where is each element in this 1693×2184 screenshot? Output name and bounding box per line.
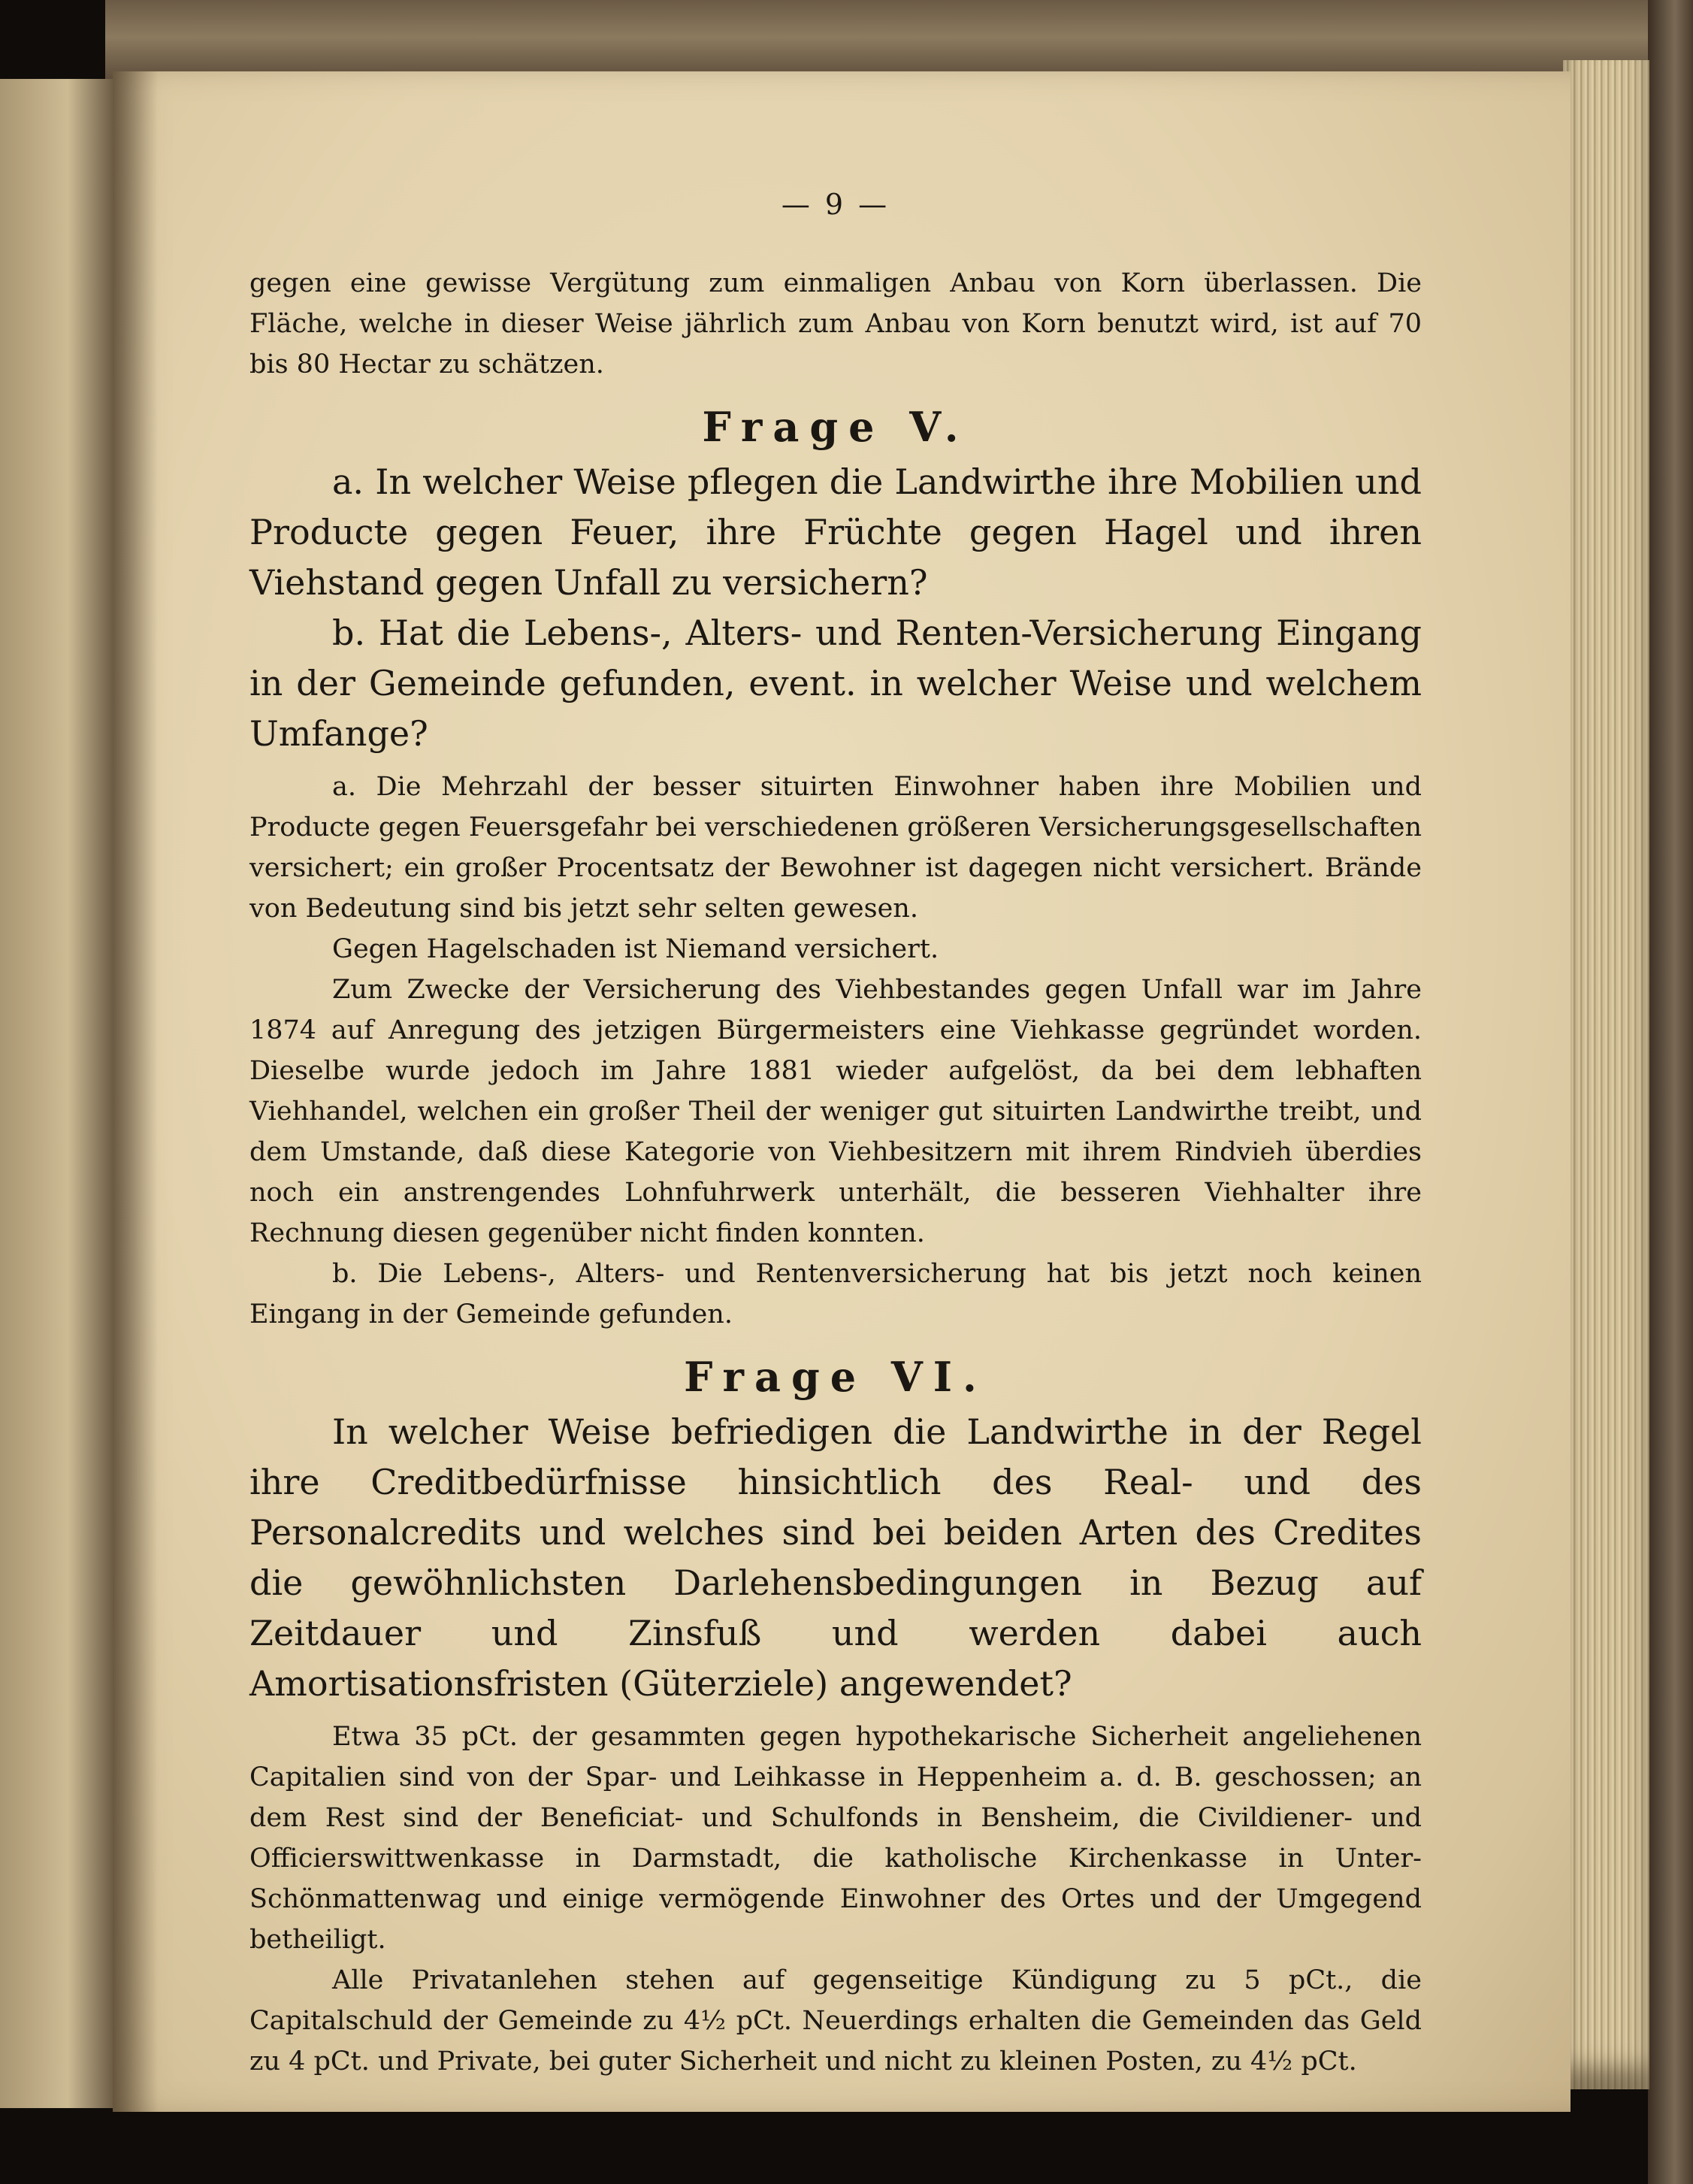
gutter-shadow — [113, 71, 158, 2112]
frage-v-answer-a-2: Gegen Hagelschaden ist Niemand versichert. — [332, 934, 939, 964]
frage-v-answer-a-1: a. Die Mehrzahl der besser situirten Einwohner haben ihre Mobilien und Producte gegen Feuersgefahr bei verschiedenen größeren Versicherungsgesellschaften versichert; ein großer Procentsatz der Bewohner ist dagegen nicht versichert. Brände von Bedeutung sind bis jetzt sehr selten gewesen. — [249, 772, 1422, 924]
book-cover-top — [105, 0, 1693, 83]
page-text — [249, 173, 1422, 2082]
frage-v-heading: Frage V. — [702, 403, 969, 451]
frage-vi-answer-2: Alle Privatanlehen stehen auf gegenseitige Kündigung zu 5 pCt., die Capitalschuld der Gemeinde zu 4½ pCt. Neuerdings erhalten die Gemeinden das Geld zu 4 pCt. und Private, bei guter Sicherheit und nicht zu kleinen Posten, zu 4½ pCt. — [249, 1965, 1422, 2077]
facing-page-edge — [0, 79, 113, 2108]
book-cover-right — [1648, 0, 1693, 2184]
frage-v-answer-a-3: Zum Zwecke der Versicherung des Viehbestandes gegen Unfall war im Jahre 1874 auf Anregung des jetzigen Bürgermeisters eine Viehkasse gegründet worden. Dieselbe wurde jedoch im Jahre 1881 wieder aufgelöst, da bei dem lebhaften Viehhandel, welchen ein großer Theil der weniger gut situirten Landwirthe treibt, und dem Umstande, daß diese Kategorie von Viehbesitzern mit ihrem Rindvieh überdies noch ein anstrengendes Lohnfuhrwerk unterhält, die besseren Viehhalter ihre Rechnung diesen gegenüber nicht finden konnten. — [249, 975, 1422, 1248]
intro-paragraph: gegen eine gewisse Vergütung zum einmaligen Anbau von Korn überlassen. Die Fläche, welche in dieser Weise jährlich zum Anbau von Korn benutzt wird, ist auf 70 bis 80 Hectar zu schätzen. — [249, 268, 1422, 380]
frage-v-answer-b: b. Die Lebens-, Alters- und Rentenversicherung hat bis jetzt noch keinen Eingang in der Gemeinde gefunden. — [249, 1259, 1422, 1329]
frage-v-question-b: b. Hat die Lebens-, Alters- und Renten-Versicherung Eingang in der Gemeinde gefunden, event. in welcher Weise und welchem Umfange? — [249, 613, 1422, 754]
frage-v-question-a: a. In welcher Weise pflegen die Landwirthe ihre Mobilien und Producte gegen Feuer, ihre Früchte gegen Hagel und ihren Viehstand gegen Unfall zu versichern? — [249, 461, 1422, 603]
frage-vi-heading: Frage VI. — [684, 1353, 987, 1401]
frage-vi-question: In welcher Weise befriedigen die Landwirthe in der Regel ihre Creditbedürfnisse hinsichtlich des Real- und des Personalcredits und welches sind bei beiden Arten des Credites die gewöhnlichsten Darlehensbedingungen in Bezug auf Zeitdauer und Zinsfuß und werden dabei auch Amortisationsfristen (Güterziele) angewendet? — [249, 1411, 1422, 1704]
page-number: — 9 — — [781, 188, 890, 221]
page-stack-edge — [1563, 60, 1649, 2089]
frage-vi-answer-1: Etwa 35 pCt. der gesammten gegen hypothekarische Sicherheit angeliehenen Capitalien sind von der Spar- und Leihkasse in Heppenheim a. d. B. geschossen; an dem Rest sind der Beneficiat- und Schulfonds in Bensheim, die Civildiener- und Officierswittwenkasse in Darmstadt, die katholische Kirchenkasse in Unter-Schönmattenwag und einige vermögende Einwohner des Ortes und der Umgegend betheiligt. — [249, 1722, 1422, 1955]
